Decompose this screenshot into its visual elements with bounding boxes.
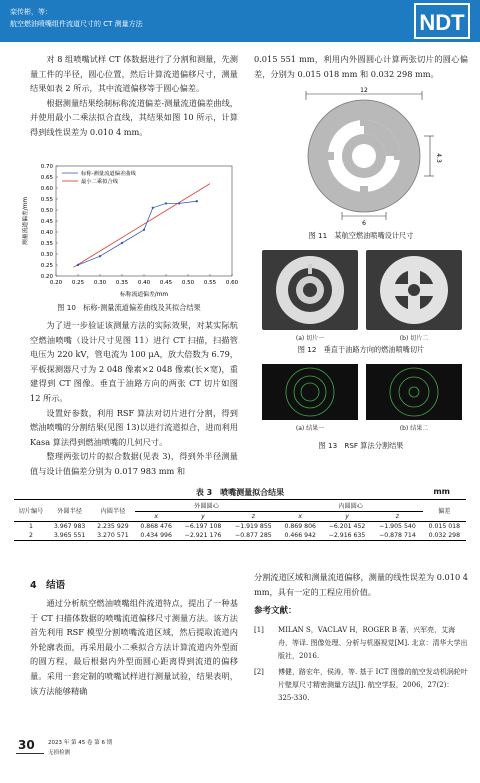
x-tick-label: 0.45	[159, 280, 173, 286]
table-cell: −1.919 855	[235, 523, 272, 530]
logo-text: NDT	[419, 10, 465, 35]
y-tick-label: 0.50	[40, 208, 53, 214]
paragraph: 0.015 551 mm，利用内外圆圆心计算两张切片的圆心偏差，分别为 0.015 018 mm 和 0.032 298 mm。	[254, 54, 468, 79]
table-cell: 0.032 298	[423, 531, 466, 541]
series-line-measured	[78, 201, 197, 265]
th-deviation: 偏差	[423, 500, 466, 522]
paragraph: 整理两张切片的拟合数据(见表 3)，得到外半径测量值与设计值偏差分别为 0.017 983 mm 和	[30, 451, 238, 476]
reference-text: 傅健，路宏年，侯涛，等. 基于 ICT 图像的航空发动机涡轮叶片壁厚尺寸精密测量方法[J]. 航空学报，2006，27(2)：325-330.	[278, 668, 468, 702]
fig13-sub-a: (a) 结果一	[295, 425, 325, 432]
data-point	[77, 264, 79, 266]
table-cell: 1	[29, 523, 33, 530]
footer-journal: 无损检测	[48, 750, 71, 756]
x-tick-label: 0.20	[49, 280, 63, 286]
paragraph: 根据测量结果绘制标称流道偏差-测量流道偏差曲线，并使用最小二乘法拟合直线，其结果如图 10 所示，计算得到线性误差为 0.010 4 mm。	[30, 97, 238, 137]
fig11-caption: 图 11 某航空燃油喷嘴设计尺寸	[308, 231, 414, 240]
table-cell: 0.015 018	[428, 523, 461, 530]
fig10-chart	[18, 160, 240, 302]
table-row	[14, 522, 466, 532]
table-cell: 0.868 476	[140, 523, 172, 530]
ct-slice-2-image	[366, 250, 462, 330]
table-cell: 0.466 942	[279, 531, 322, 541]
data-point	[178, 202, 180, 204]
table3-unit: mm	[433, 487, 450, 496]
th-slice: 切片编号	[14, 500, 48, 522]
table-row	[14, 531, 466, 541]
x-tick-label: 0.35	[115, 280, 129, 286]
reference-number: [2]	[254, 668, 264, 676]
section-title: 4 结语	[30, 580, 66, 591]
data-point	[99, 255, 101, 257]
th-x: x	[135, 512, 178, 522]
rsf-result-2-image	[366, 364, 462, 420]
fig12-sub-a: (a) 切片一	[295, 335, 325, 342]
header-authors: 栾传彬，等：	[10, 8, 52, 16]
table-cell: −0.878 714	[372, 531, 422, 541]
ndt-logo-icon	[414, 3, 470, 39]
fig10-caption: 图 10 标称-测量流道偏差曲线及其拟合结果	[57, 303, 201, 312]
reference-text: MILAN S，VACLAV H，ROGER B 著，兴军亮，艾海舟，等译. 图像处理、分析与机器视觉[M]. 北京：清华大学出版社，2016.	[278, 626, 468, 660]
y-tick-label: 0.70	[40, 164, 53, 170]
paragraph: 对 8 组喷嘴试样 CT 体数据进行了分割和测量，先测量工件的半径，圆心位置，然后计算流道偏移尺寸，测量结果如表 2 所示，其中流道偏移等于圆心偏差。	[30, 54, 238, 94]
y-tick-label: 0.35	[40, 241, 53, 247]
data-point	[196, 200, 198, 202]
x-tick-label: 0.40	[137, 280, 151, 286]
th-outer-r: 外圆半径	[48, 500, 91, 522]
footer-volume: 2023 年 第 45 卷 第 6 期	[48, 740, 113, 746]
right-column-top	[254, 52, 468, 81]
th-y: y	[322, 512, 372, 522]
table-cell: −6.201 452	[328, 523, 366, 530]
th-y: y	[178, 512, 228, 522]
fig13-sub-b: (b) 结果二	[399, 425, 429, 432]
table-cell: 2.235 929	[97, 523, 129, 530]
y-tick-label: 0.45	[40, 219, 53, 225]
th-z: z	[372, 512, 422, 522]
x-tick-label: 0.25	[71, 280, 85, 286]
y-tick-label: 0.25	[40, 263, 53, 269]
table-cell: 3.270 571	[91, 531, 134, 541]
paragraph: 设置好参数，利用 RSF 算法对切片进行分割，得到燃油喷嘴的分割结果(见图 13)以进行流道拟合，进而利用 Kasa 算法得到燃油喷嘴的几何尺寸。	[30, 407, 238, 447]
section4-right	[254, 570, 468, 599]
paragraph: 通过分析航空燃油喷嘴组件流道特点，提出了一种基于 CT 扫描体数据的喷嘴流道偏移尺寸测量方法。该方法首先利用 RSF 模型分割喷嘴流道区域，然后提取流道内外轮廓表面，再采用最小二乘拟合方法计算流道内外型面的圆方程，最后根据内外型面圆心距离得到流道的偏移量。采用一套定制的喷嘴试样进行测量试验，结果表明，该方法能够精确	[30, 598, 238, 696]
y-tick-label: 0.55	[40, 197, 53, 203]
data-point	[143, 229, 145, 231]
data-point	[152, 207, 154, 209]
reference-number: [1]	[254, 626, 264, 634]
table-cell: −2.921 176	[178, 531, 228, 541]
y-tick-label: 0.60	[40, 186, 53, 192]
data-point	[121, 242, 123, 244]
dim-bottom-label: 6	[362, 220, 366, 226]
dim-right-label: 4.3	[435, 153, 442, 163]
paragraph: 分割流道区域和测量流道偏移，测量的线性误差为 0.010 4 mm，具有一定的工程应用价值。	[254, 572, 468, 597]
y-tick-label: 0.65	[40, 175, 53, 181]
th-outer-center: 外圆圆心	[135, 500, 279, 512]
table3-title: 表 3 喷嘴测量拟合结果	[195, 488, 285, 497]
th-x: x	[279, 512, 322, 522]
table-cell: 3.965 551	[48, 531, 91, 541]
header-title: 航空燃油喷嘴组件流道尺寸的 CT 测量方法	[10, 20, 143, 28]
x-tick-label: 0.50	[181, 280, 195, 286]
x-tick-label: 0.30	[93, 280, 107, 286]
reference-item	[254, 666, 468, 704]
table-cell: −0.877 285	[228, 531, 278, 541]
table-cell: 2	[14, 531, 48, 541]
left-column-top	[30, 52, 238, 140]
fig11-drawing	[294, 86, 444, 226]
table-cell: −6.197 108	[184, 523, 222, 530]
series-line-fit	[74, 184, 210, 268]
x-tick-label: 0.55	[203, 280, 217, 286]
rsf-result-1-image	[262, 364, 358, 420]
section4-left	[30, 596, 238, 698]
data-point	[165, 202, 167, 204]
references-title: 参考文献：	[254, 606, 297, 616]
y-tick-label: 0.40	[40, 230, 53, 236]
fig13-caption: 图 13 RSF 算法分割结果	[318, 441, 404, 450]
x-tick-label: 0.60	[225, 280, 239, 286]
table3	[14, 499, 466, 541]
fig12-sub-b: (b) 切片二	[399, 335, 429, 342]
th-inner-r: 内圆半径	[91, 500, 134, 522]
dim-top-label: 12	[360, 87, 368, 94]
fig12-caption: 图 12 垂直于油路方向的燃油喷嘴切片	[297, 345, 425, 354]
page-number: 30	[18, 738, 35, 752]
table-cell: −1.905 540	[379, 523, 416, 530]
y-axis-label: 测量流道偏差/mm	[23, 196, 29, 246]
footer-divider	[16, 753, 44, 754]
legend-label: 最小二乘拟合线	[81, 179, 119, 185]
th-inner-center: 内圆圆心	[279, 500, 423, 512]
ct-slice-1-image	[262, 250, 358, 330]
legend-label: 标称-测量流道偏差曲线	[81, 171, 136, 177]
table-cell: −2.916 635	[322, 531, 372, 541]
y-tick-label: 0.20	[40, 274, 53, 280]
th-z: z	[228, 512, 278, 522]
table-cell: 0.869 806	[284, 523, 316, 530]
paragraph: 为了进一步验证该测量方法的实际效果，对某实际航空燃油喷嘴（设计尺寸见图 11）进行 CT 扫描，扫描管电压为 220 kV，管电流为 100 μA，放大倍数为 6.79，平板探测器尺寸为 2 048 像素×2 048 像素(长×宽)，重建得到 CT 图像。垂直于油路方向的两张 CT 切片如图 12 所示。	[30, 320, 238, 403]
left-column-bottom	[30, 318, 238, 479]
table-cell: 3.967 983	[53, 523, 86, 530]
reference-item	[254, 624, 468, 662]
y-tick-label: 0.30	[40, 252, 53, 258]
x-axis-label: 标称流道偏差/mm	[119, 292, 169, 298]
table-cell: 0.434 996	[135, 531, 178, 541]
